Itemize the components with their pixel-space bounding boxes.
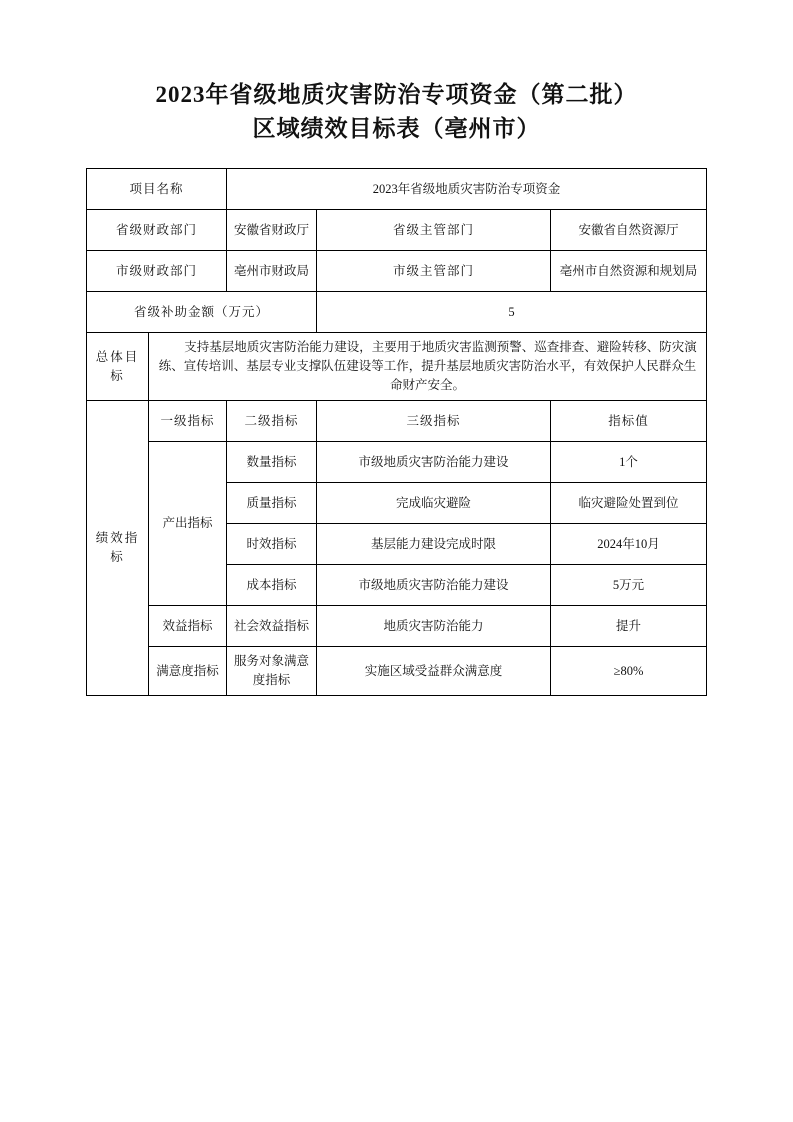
indicator-level3: 市级地质灾害防治能力建设: [317, 565, 551, 606]
page-title-line1: 2023年省级地质灾害防治专项资金（第二批）: [155, 82, 638, 107]
table-row: [86, 169, 706, 210]
header-level3: 三级指标: [317, 401, 551, 442]
province-finance-label: 省级财政部门: [86, 210, 226, 251]
performance-goal-table: [86, 168, 707, 696]
project-name-value: 2023年省级地质灾害防治专项资金: [227, 169, 707, 210]
indicator-value: 临灾避险处置到位: [551, 483, 707, 524]
table-row: [86, 251, 706, 292]
indicator-level2: 服务对象满意度指标: [227, 647, 317, 696]
indicator-level1-benefit: 效益指标: [148, 606, 226, 647]
indicator-value: 1个: [551, 442, 707, 483]
overall-goal-text: 支持基层地质灾害防治能力建设，主要用于地质灾害监测预警、巡查排查、避险转移、防灾演练、宣传培训、基层专业支撑队伍建设等工作，提升基层地质灾害防治水平，有效保护人民群众生命财产安全。: [148, 333, 706, 401]
subsidy-label: 省级补助金额（万元）: [86, 292, 316, 333]
city-dept-value: 亳州市自然资源和规划局: [551, 251, 707, 292]
performance-label: 绩效指标: [86, 401, 148, 696]
province-finance-value: 安徽省财政厅: [227, 210, 317, 251]
subsidy-value: 5: [317, 292, 707, 333]
page-title-line2: 区域绩效目标表（亳州市）: [252, 116, 541, 141]
table-row: [86, 647, 706, 696]
page-title: [70, 78, 723, 146]
indicator-level3: 实施区域受益群众满意度: [317, 647, 551, 696]
table-header-row: [86, 401, 706, 442]
city-finance-value: 亳州市财政局: [227, 251, 317, 292]
table-row: [86, 292, 706, 333]
indicator-value: ≥80%: [551, 647, 707, 696]
overall-goal-label: 总体目标: [86, 333, 148, 401]
indicator-value: 提升: [551, 606, 707, 647]
project-name-label: 项目名称: [86, 169, 226, 210]
header-level1: 一级指标: [148, 401, 226, 442]
indicator-value: 2024年10月: [551, 524, 707, 565]
table-row: [86, 333, 706, 401]
header-value: 指标值: [551, 401, 707, 442]
city-finance-label: 市级财政部门: [86, 251, 226, 292]
header-level2: 二级指标: [227, 401, 317, 442]
indicator-level2: 社会效益指标: [227, 606, 317, 647]
indicator-level2: 时效指标: [227, 524, 317, 565]
indicator-level3: 完成临灾避险: [317, 483, 551, 524]
table-row: [86, 210, 706, 251]
city-dept-label: 市级主管部门: [317, 251, 551, 292]
indicator-value: 5万元: [551, 565, 707, 606]
indicator-level1-output: 产出指标: [148, 442, 226, 606]
indicator-level2: 成本指标: [227, 565, 317, 606]
province-dept-value: 安徽省自然资源厅: [551, 210, 707, 251]
province-dept-label: 省级主管部门: [317, 210, 551, 251]
table-row: [86, 442, 706, 483]
indicator-level3: 地质灾害防治能力: [317, 606, 551, 647]
table-row: [86, 606, 706, 647]
indicator-level2: 数量指标: [227, 442, 317, 483]
indicator-level3: 市级地质灾害防治能力建设: [317, 442, 551, 483]
indicator-level2: 质量指标: [227, 483, 317, 524]
indicator-level1-satisfaction: 满意度指标: [148, 647, 226, 696]
indicator-level3: 基层能力建设完成时限: [317, 524, 551, 565]
